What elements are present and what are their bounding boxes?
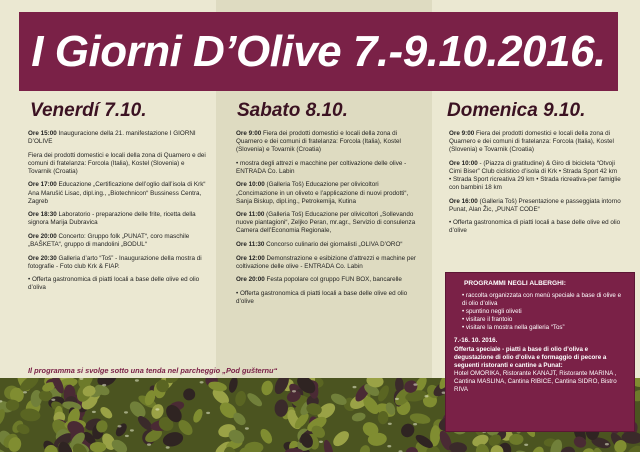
olive-highlight xyxy=(135,379,139,381)
entry-time: Ore 20:30 xyxy=(28,254,57,262)
info-box-item: • raccolta organizzata con menù speciale a base di olive e di olio d’oliva xyxy=(462,291,622,307)
olive-highlight xyxy=(413,423,417,425)
info-box-dates: 7.-16. 10. 2016. xyxy=(454,337,498,345)
olive-highlight xyxy=(319,441,323,443)
program-location-note: Il programma si svolge sotto una tenda nel parcheggio „Pod gušternu“ xyxy=(28,366,278,375)
olive-highlight xyxy=(102,384,106,386)
entry-time: Ore 17:00 xyxy=(28,181,57,189)
schedule-entry xyxy=(236,241,420,249)
info-box-title: PROGRAMMI NEGLI ALBERGHI: xyxy=(464,280,566,287)
hotel-programs-box xyxy=(445,272,635,432)
day-title-saturday: Sabato 8.10. xyxy=(237,100,348,121)
entry-text: Festa popolare col gruppo FUN BOX, bancarelle xyxy=(266,276,402,284)
schedule-entry xyxy=(236,290,420,306)
page-title: I Giorni D’Olive 7.-9.10.2016. xyxy=(31,26,606,76)
entry-text: (Galleria Toš) Presentazione e passeggiata intorno Punat, Alan Žic, „PUNAT CODE“ xyxy=(449,197,621,213)
olive-highlight xyxy=(387,445,391,447)
schedule-entry xyxy=(236,160,420,176)
schedule-entry xyxy=(28,211,208,227)
entry-time: Ore 11:00 xyxy=(236,211,265,219)
olive-highlight xyxy=(292,390,296,392)
schedule-entry xyxy=(236,276,420,284)
entry-time: Ore 20:00 xyxy=(236,276,265,284)
info-box-item: • visitare il frantoio xyxy=(462,315,513,323)
olive-highlight xyxy=(353,386,357,388)
olive-highlight xyxy=(524,444,528,446)
title-banner xyxy=(19,12,618,91)
day-title-sunday: Domenica 9.10. xyxy=(447,100,586,121)
olive-highlight xyxy=(155,408,159,410)
olive-highlight xyxy=(200,381,204,383)
entry-text: Fiera dei prodotti domestici e locali della zona di Quarnero e dei comuni di fratelanza: Forcola (Italia), Kostel (Slovenia) e Tovarnik (Croatia) xyxy=(236,130,401,154)
schedule-entry xyxy=(236,130,420,154)
entry-time: Ore 11:30 xyxy=(236,241,265,249)
entry-time: Ore 12:00 xyxy=(236,254,265,262)
olive-highlight xyxy=(23,391,27,393)
entry-text: Concerto: Gruppo folk „PUNAT“, coro maschile „BAŠKETA“, gruppo di mandolini „BODUL“ xyxy=(28,232,190,249)
schedule-entry xyxy=(28,130,208,146)
schedule-saturday xyxy=(236,130,420,312)
olive-highlight xyxy=(413,383,417,385)
olive-highlight xyxy=(605,443,609,445)
entry-time: Ore 10:00 xyxy=(449,159,478,167)
olive-highlight xyxy=(124,411,128,413)
entry-text: Laboratorio - preparazione delle frite, ricetta della signora Marija Dubravica xyxy=(28,211,196,227)
schedule-entry xyxy=(28,233,208,249)
schedule-sunday xyxy=(449,130,621,241)
schedule-entry xyxy=(28,181,208,205)
entry-text: • Offerta gastronomica di piatti locali a base delle olive ed olio d’oliva xyxy=(28,276,200,292)
olive-highlight xyxy=(147,443,151,445)
schedule-entry xyxy=(449,130,621,154)
entry-time: Ore 20:00 xyxy=(28,232,57,240)
entry-text: • mostra degli attrezi e macchine per coltivazione delle olive - ENTRADA Co. Labin xyxy=(236,159,407,175)
entry-text: Inauguracione della 21. manifestazione I GIORNI D’OLIVE xyxy=(28,130,196,146)
entry-text: (Galleria Toš) Educazione per olivicoltori „Concimazione in un oliveto e l’applicazione di nuovi prodotti“, Sanja Biskup, dipl.ing., Petrokemija, Kutina xyxy=(236,181,409,205)
schedule-entry xyxy=(236,255,420,271)
olive-highlight xyxy=(245,427,249,429)
entry-text: - (Piazza di gratitudine) & Giro di bicicleta “Otvoji Cimi Biser” Club ciclistico d’isola di Krk • Strada Sport 42 km • Strada Sport ricreativa 29 km • Strada ricreativa-per famiglie con bambini 18 km xyxy=(449,159,621,192)
entry-text: Demonstrazione e esibizione d’attrezzi e machine per coltivazione delle olive - ENTRADA Co. Labin xyxy=(236,254,416,270)
olive-highlight xyxy=(206,412,210,414)
entry-time: Ore 10:00 xyxy=(236,181,265,189)
info-box-item: • visitare la mostra nella galleria “Tos” xyxy=(462,323,565,331)
schedule-entry xyxy=(28,152,208,176)
olive-highlight xyxy=(130,429,134,431)
olive-highlight xyxy=(118,425,122,427)
entry-time: Ore 9:00 xyxy=(236,130,262,137)
entry-time: Ore 16:00 xyxy=(449,197,478,205)
entry-time: Ore 15:00 xyxy=(28,130,57,137)
schedule-entry xyxy=(449,219,621,235)
entry-time: Ore 9:00 xyxy=(449,130,475,137)
entry-text: (Galleria Toš) Educazione per olivicoltori „Sollevando nuove piantagioni“, Zeljko Peran, mr.agr., Servizio di consulenza Camera dell’Economia Regionale, xyxy=(236,211,416,235)
info-box-offer: Offerta speciale - piatti a base di olio d’oliva e degustazione di olio d’oliva e formaggio di pecore a seguenti ristoranti e cantine a Punat: xyxy=(454,346,607,370)
schedule-entry xyxy=(449,198,621,214)
schedule-entry xyxy=(236,211,420,235)
info-box-venues: Hotel OMORIKA, Ristorante KANAJT, Ristorante MARINA , Cantina MASLINA, Cantina RIBICE, Cantina SIDRO, Bistro RIVA xyxy=(454,370,617,393)
info-box-item: • spuntino negli oliveti xyxy=(462,307,522,315)
olive-highlight xyxy=(395,398,399,400)
entry-time: Ore 18:30 xyxy=(28,211,57,219)
info-box-list xyxy=(454,292,626,332)
entry-text: • Offerta gastronomica di piatti locali a base delle olive ed olio d’olive xyxy=(236,289,408,305)
day-title-friday: Venerdí 7.10. xyxy=(30,100,147,121)
entry-text: Galleria d’arto “Toš” - Inaugurazione della mostra di fotografie - Foto club Krk & FIAP. xyxy=(28,254,202,270)
entry-text: Fiera dei prodotti domestici e locali della zona di Quarnero e dei comuni di fratelanza: Forcola (Italia), Kostel (Slovenia) e Tovarnik (Croatia) xyxy=(28,151,206,175)
olive-highlight xyxy=(92,411,96,413)
schedule-friday xyxy=(28,130,208,298)
olive-highlight xyxy=(425,395,429,397)
olive-highlight xyxy=(125,435,129,437)
schedule-entry xyxy=(449,160,621,192)
entry-text: Fiera dei prodotti domestici e locali della zona di Quarnero e dei comuni di fratelanza: Forcola (Italia), Kostel (Slovenia) e Tovarnik (Croatia) xyxy=(449,130,614,154)
schedule-entry xyxy=(236,181,420,205)
schedule-entry xyxy=(28,276,208,292)
entry-text: Educazione „Certificazione dell’oglio dall’isola di Krk“ Ana Marušić Lisac, dipl.ing., „Biotechnicon“ Bussiness Centra, Zagreb xyxy=(28,181,206,205)
entry-text: Concorso culinario dei giornalisti „OLIVA D’ORO“ xyxy=(266,241,403,249)
olive-highlight xyxy=(51,399,55,401)
olive-highlight xyxy=(166,446,170,448)
schedule-entry xyxy=(28,255,208,271)
entry-text: • Offerta gastronomica di piatti locali a base delle olive ed olio d’olive xyxy=(449,219,621,235)
olive-highlight xyxy=(388,423,392,425)
